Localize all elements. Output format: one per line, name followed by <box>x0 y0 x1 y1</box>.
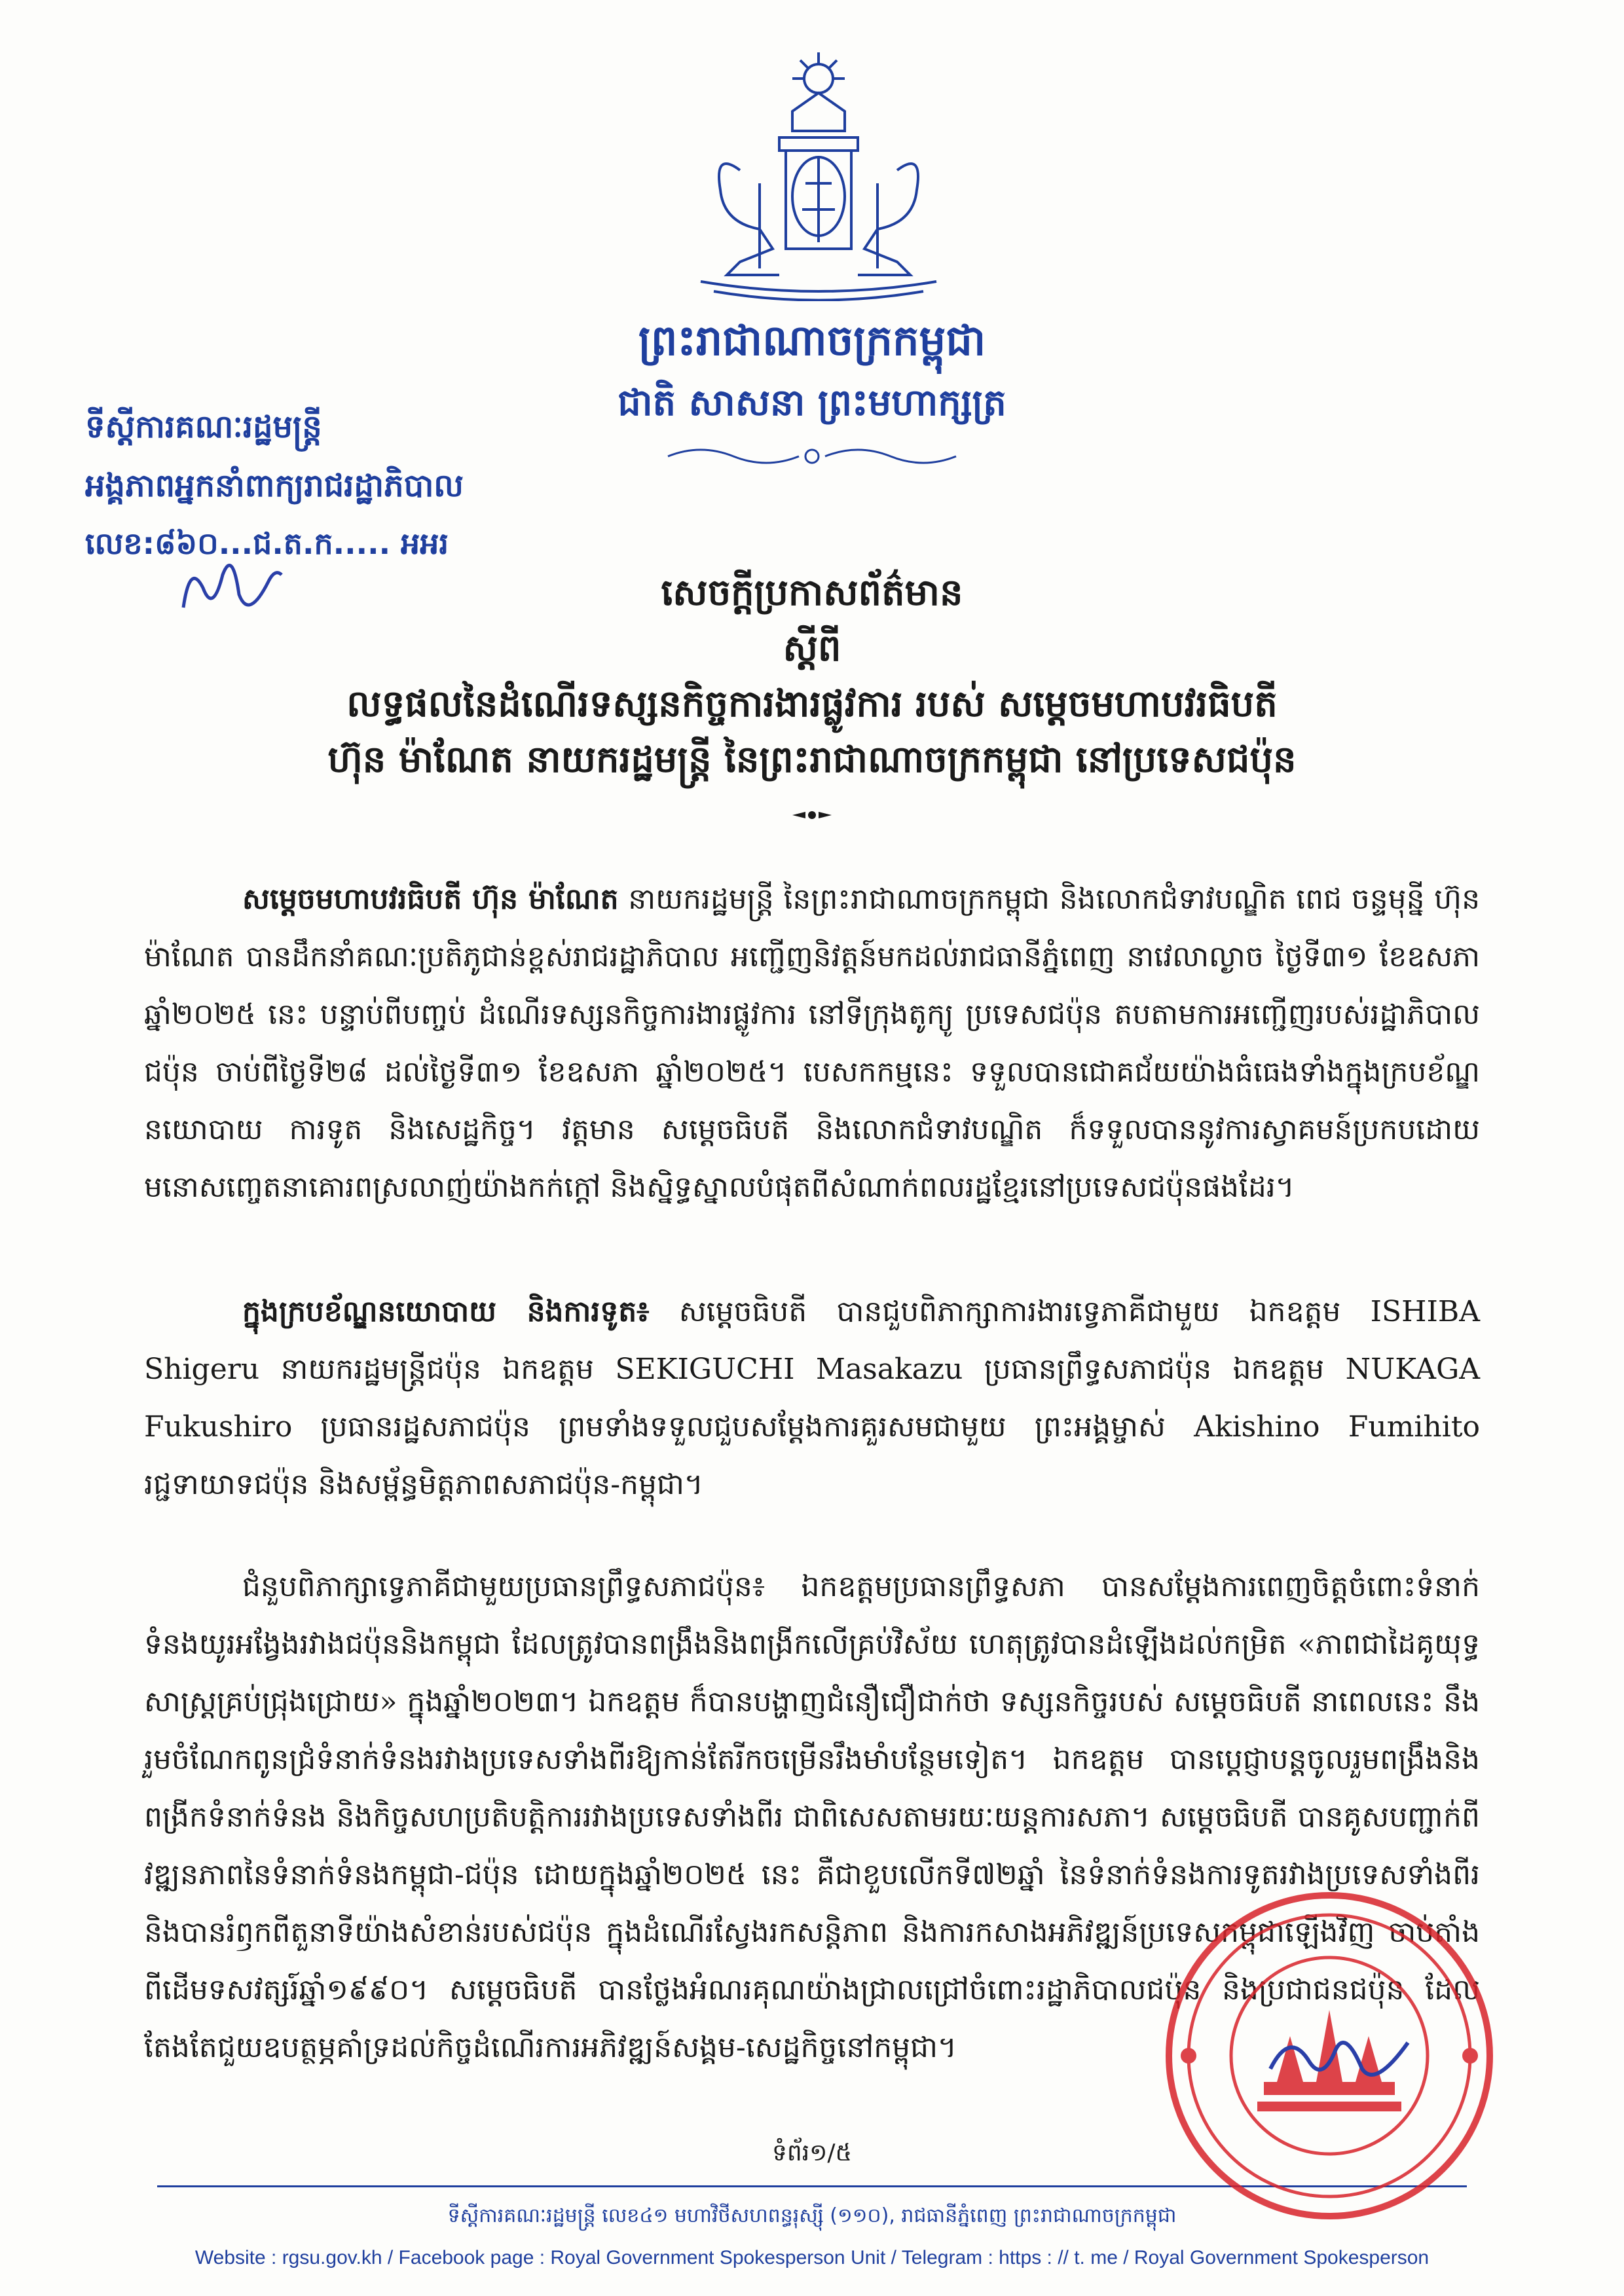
kingdom-name: ព្រះរាជាណាចក្រកម្ពុជា <box>638 317 986 365</box>
ornament-divider-icon <box>661 440 963 473</box>
doc-subject-line2: ហ៊ុន ម៉ាណែត នាយករដ្ឋមន្ត្រី នៃព្រះរាជាណាចក្រកម្ពុជា នៅប្រទេសជប៉ុន <box>327 738 1297 781</box>
paragraph-lead: ក្នុងក្របខ័ណ្ឌនយោបាយ និងការទូត៖ <box>242 1295 650 1328</box>
footer-address: ទីស្ដីការគណៈរដ្ឋមន្ត្រី លេខ៤១ មហាវិថីសហពន្ធរុស្ស៊ី (១១០), រាជធានីភ្នំពេញ ព្រះរាជាណាចក្រកម្ពុជា <box>447 2204 1177 2227</box>
page-number: ទំព័រ១/៥ <box>772 2140 852 2166</box>
royal-coat-of-arms-icon <box>661 52 976 301</box>
paragraph-text: សម្ដេចធិបតី បានជួបពិភាក្សាការងារទ្វេភាគីជាមួយ ឯកឧត្តម ISHIBA Shigeru នាយករដ្ឋមន្ត្រីជប៉ុន ឯកឧត្តម SEKIGUCHI Masakazu ប្រធានព្រឹទ្ធសភាជប៉ុន ឯកឧត្តម NUKAGA Fukushiro ប្រធានរដ្ឋសភាជប៉ុន ព្រមទាំងទទួលជួបសម្ដែងការគួរសមជាមួយ ព្រះអង្គម្ចាស់ Akishino Fumihito រជ្ជទាយាទជប៉ុន និងសម្ព័ន្ធមិត្តភាពសភាជប៉ុន-កម្ពុជា។ <box>144 1295 1480 1501</box>
sender-unit: អង្គភាពអ្នកនាំពាក្យរាជរដ្ឋាភិបាល <box>85 467 464 504</box>
body-paragraph-2 <box>144 1283 1480 1514</box>
doc-subject-label: ស្ដីពី <box>783 627 841 670</box>
title-ornament-icon <box>786 799 838 831</box>
doc-subject-line1: លទ្ធផលនៃដំណើរទស្សនកិច្ចការងារផ្លូវការ របស់ សម្ដេចមហាបវរធិបតី <box>346 683 1278 725</box>
signature-icon <box>1264 2016 1421 2095</box>
paragraph-text: នាយករដ្ឋមន្ត្រី នៃព្រះរាជាណាចក្រកម្ពុជា និងលោកជំទាវបណ្ឌិត ពេជ ចន្ទមុន្នី ហ៊ុនម៉ាណែត បានដឹកនាំគណៈប្រតិភូជាន់ខ្ពស់រាជរដ្ឋាភិបាល អញ្ជើញនិវត្តន៍មកដល់រាជធានីភ្នំពេញ នាវេលាល្ងាច ថ្ងៃទី៣១ ខែឧសភា ឆ្នាំ២០២៥ នេះ បន្ទាប់ពីបញ្ចប់ ដំណើរទស្សនកិច្ចការងារផ្លូវការ នៅទីក្រុងតូក្យូ ប្រទេសជប៉ុន តបតាមការអញ្ជើញរបស់រដ្ឋាភិបាលជប៉ុន ចាប់ពីថ្ងៃទី២៨ ដល់ថ្ងៃទី៣១ ខែឧសភា ឆ្នាំ២០២៥។ បេសកកម្មនេះ ទទួលបានជោគជ័យយ៉ាងធំធេងទាំងក្នុងក្របខ័ណ្ឌនយោបាយ ការទូត និងសេដ្ឋកិច្ច។ វត្តមាន សម្ដេចធិបតី និងលោកជំទាវបណ្ឌិត ក៏ទទួលបាននូវការស្វាគមន៍ប្រកបដោយមនោសញ្ចេតនាគោរពស្រលាញ់យ៉ាងកក់ក្ដៅ និងស្និទ្ធស្នាលបំផុតពីសំណាក់ពលរដ្ឋខ្មែរនៅប្រទេសជប៉ុនផងដែរ។ <box>144 883 1480 1204</box>
sender-office: ទីស្ដីការគណៈរដ្ឋមន្ត្រី <box>85 409 322 445</box>
reference-number: លេខ:៨៦០...ជ.ត.ក..... អអរ <box>85 526 449 561</box>
paragraph-text: ជំនួបពិភាក្សាទ្វេភាគីជាមួយប្រធានព្រឹទ្ធសភាជប៉ុន៖ ឯកឧត្តមប្រធានព្រឹទ្ធសភា បានសម្ដែងការពេញចិត្តចំពោះទំនាក់ទំនងយូរអង្វែងរវាងជប៉ុននិងកម្ពុជា ដែលត្រូវបានពង្រឹងនិងពង្រីកលើគ្រប់វិស័យ ហេតុត្រូវបានដំឡើងដល់កម្រិត «ភាពជាដៃគូយុទ្ធសាស្ត្រគ្រប់ជ្រុងជ្រោយ» ក្នុងឆ្នាំ២០២៣។ ឯកឧត្តម ក៏បានបង្ហាញជំនឿជឿជាក់ថា ទស្សនកិច្ចរបស់ សម្ដេចធិបតី នាពេលនេះ នឹងរួមចំណែកពូនជ្រំទំនាក់ទំនងរវាងប្រទេសទាំងពីរឱ្យកាន់តែរីកចម្រើនរឹងមាំបន្ថែមទៀត។ ឯកឧត្តម បានប្ដេជ្ញាបន្តចូលរួមពង្រឹងនិងពង្រីកទំនាក់ទំនង និងកិច្ចសហប្រតិបត្តិការរវាងប្រទេសទាំងពីរ ជាពិសេសតាមរយៈយន្តការសភា។ សម្ដេចធិបតី បានគូសបញ្ជាក់ពីវឌ្ឍនភាពនៃទំនាក់ទំនងកម្ពុជា-ជប៉ុន ដោយក្នុងឆ្នាំ២០២៥ នេះ គឺជាខួបលើកទី៧២ឆ្នាំ នៃទំនាក់ទំនងការទូតរវាងប្រទេសទាំងពីរ និងបានរំឭកពីតួនាទីយ៉ាងសំខាន់របស់ជប៉ុន ក្នុងដំណើរស្វែងរកសន្តិភាព និងការកសាងអភិវឌ្ឍន៍ប្រទេសកម្ពុជាឡើងវិញ ចាប់តាំងពីដើមទសវត្សរ៍ឆ្នាំ១៩៩០។ សម្ដេចធិបតី បានថ្លែងអំណរគុណយ៉ាងជ្រាលជ្រៅចំពោះរដ្ឋាភិបាលជប៉ុន និងប្រជាជនជប៉ុន ដែលតែងតែជួយឧបត្ថម្ភគាំទ្រដល់កិច្ចដំណើរការអភិវឌ្ឍន៍សង្គម-សេដ្ឋកិច្ចនៅកម្ពុជា។ <box>144 1570 1480 2064</box>
paragraph-lead: សម្ដេចមហាបវរធិបតី ហ៊ុន ម៉ាណែត <box>242 883 619 916</box>
body-paragraph-1 <box>144 871 1480 1216</box>
doc-title: សេចក្ដីប្រកាសព័ត៌មាន <box>661 572 963 614</box>
footer-web-links: Website : rgsu.gov.kh / Facebook page : Royal Government Spokesperson Unit / Telegram : https : // t. me / Royal Government Spokesperson <box>194 2247 1430 2269</box>
national-motto: ជាតិ សាសនា ព្រះមហាក្សត្រ <box>618 382 1006 424</box>
